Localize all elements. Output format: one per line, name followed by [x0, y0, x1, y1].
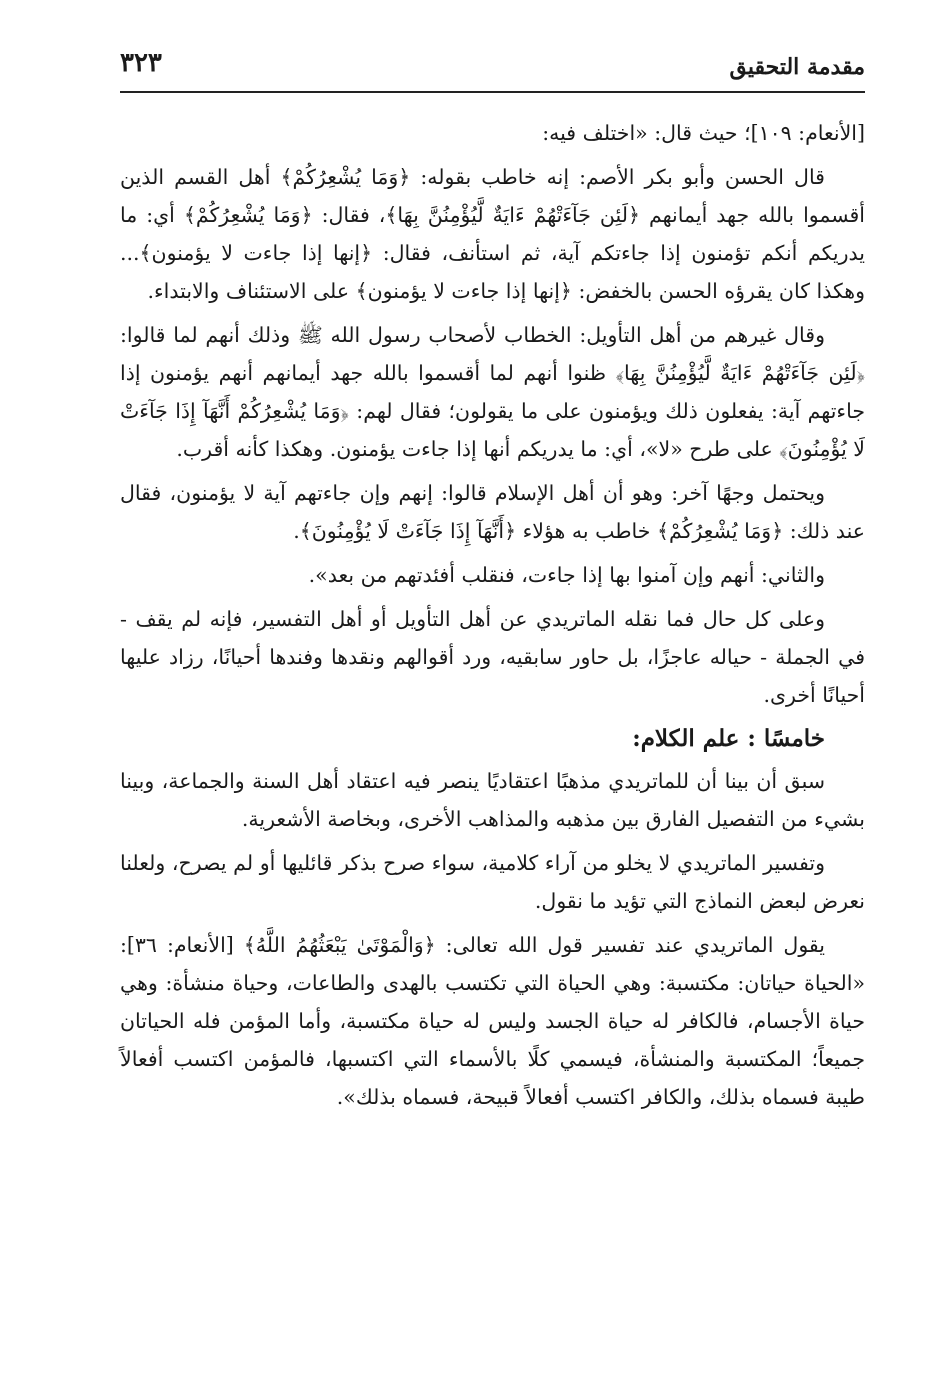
- paragraph-intro: [الأنعام: ١٠٩]؛ حيث قال: «اختلف فيه:: [542, 121, 865, 145]
- paragraph-example: يقول الماتريدي عند تفسير قول الله تعالى: ﴿وَالْمَوْتَىٰ يَبْعَثُهُمُ اللَّهُ﴾ [الأنعام: ٣٦]: «الحياة حياتان: مكتسبة: وهي الحياة التي تكتسب بالهدى والطاعات، وحياة منشأة: وهي حياة الأجسام، فالكافر له حياة الجسد وليس له حياة مكتسبة، وأما المؤمن فله الحياتان جميعاً؛ المكتسبة والمنشأة، فيسمي كلًا بالأسماء التي اكتسبها، فالمؤمن اكتسب أفعالاً طيبة فسماه بذلك، والكافر اكتسب أفعالاً قبيحة، فسماه بذلك».: [120, 933, 865, 1109]
- paragraph-second: والثاني: أنهم وإن آمنوا بها إذا جاءت، فنقلب أفئدتهم من بعد».: [308, 563, 825, 587]
- paragraph-kalam-views: وتفسير الماتريدي لا يخلو من آراء كلامية، سواء صرح بذكر قائليها أو لم يصرح، ولعلنا نعرض لبعض النماذج التي تؤيد ما نقول.: [120, 851, 865, 913]
- paragraph-doctrine: سبق أن بينا أن للماتريدي مذهبًا اعتقاديًا ينصر فيه اعتقاد أهل السنة والجماعة، وبينا بشيء من التفصيل الفارق بين مذهبه والمذاهب الأخرى، وبخاصة الأشعرية.: [120, 769, 865, 831]
- paragraph-other-interpreters: وقال غيرهم من أهل التأويل: الخطاب لأصحاب رسول الله ﷺ وذلك أنهم لما قالوا: ﴿لَئِن جَآءَتْهُمْ ءَايَةٌ لَّيُؤْمِنُنَّ بِهَا﴾ ظنوا أنهم لما أقسموا بالله جهد أيمانهم أنهم يؤمنون إذا جاءتهم آية: يفعلون ذلك ويؤمنون على ما يقولون؛ فقال لهم: ﴿وَمَا يُشْعِرُكُمْ أَنَّهَآ إِذَا جَآءَتْ لَا يُؤْمِنُونَ﴾ على طرح «لا»، أي: ما يدريكم أنها إذا جاءت يؤمنون. وهكذا كأنه أقرب.: [120, 323, 865, 461]
- page-header: [120, 44, 865, 88]
- paragraph-hasan-asam: قال الحسن وأبو بكر الأصم: إنه خاطب بقوله: ﴿وَمَا يُشْعِرُكُمْ﴾ أهل القسم الذين أقسموا بالله جهد أيمانهم ﴿لَئِن جَآءَتْهُمْ ءَايَةٌ لَّيُؤْمِنُنَّ بِهَا﴾، فقال: ﴿وَمَا يُشْعِرُكُمْ﴾ أي: ما يدريكم أنكم تؤمنون إذا جاءتكم آية، ثم استأنف، فقال: ﴿إنها إذا جاءت لا يؤمنون﴾... وهكذا كان يقرؤه الحسن بالخفض: ﴿إنها إذا جاءت لا يؤمنون﴾ على الاستئناف والابتداء.: [120, 165, 865, 303]
- running-title: مقدمة التحقيق: [729, 54, 865, 80]
- header-rule: [120, 91, 865, 93]
- page-number: ٣٢٣: [120, 48, 162, 78]
- paragraph-maturidi-stance: وعلى كل حال فما نقله الماتريدي عن أهل التأويل أو أهل التفسير، فإنه لم يقف - في الجملة - حياله عاجزًا، بل حاور سابقيه، ورد أقوالهم ونقدها وفندها أحيانًا، رزاد عليها أحيانًا أخرى.: [120, 607, 865, 707]
- body-text: [120, 114, 865, 1122]
- section-heading: خامسًا : علم الكلام:: [632, 725, 825, 752]
- paragraph-another-view: ويحتمل وجهًا آخر: وهو أن أهل الإسلام قالوا: إنهم وإن جاءتهم آية لا يؤمنون، فقال عند ذلك: ﴿وَمَا يُشْعِرُكُمْ﴾ خاطب به هؤلاء ﴿أَنَّهَآ إِذَا جَآءَتْ لَا يُؤْمِنُونَ﴾.: [120, 481, 865, 543]
